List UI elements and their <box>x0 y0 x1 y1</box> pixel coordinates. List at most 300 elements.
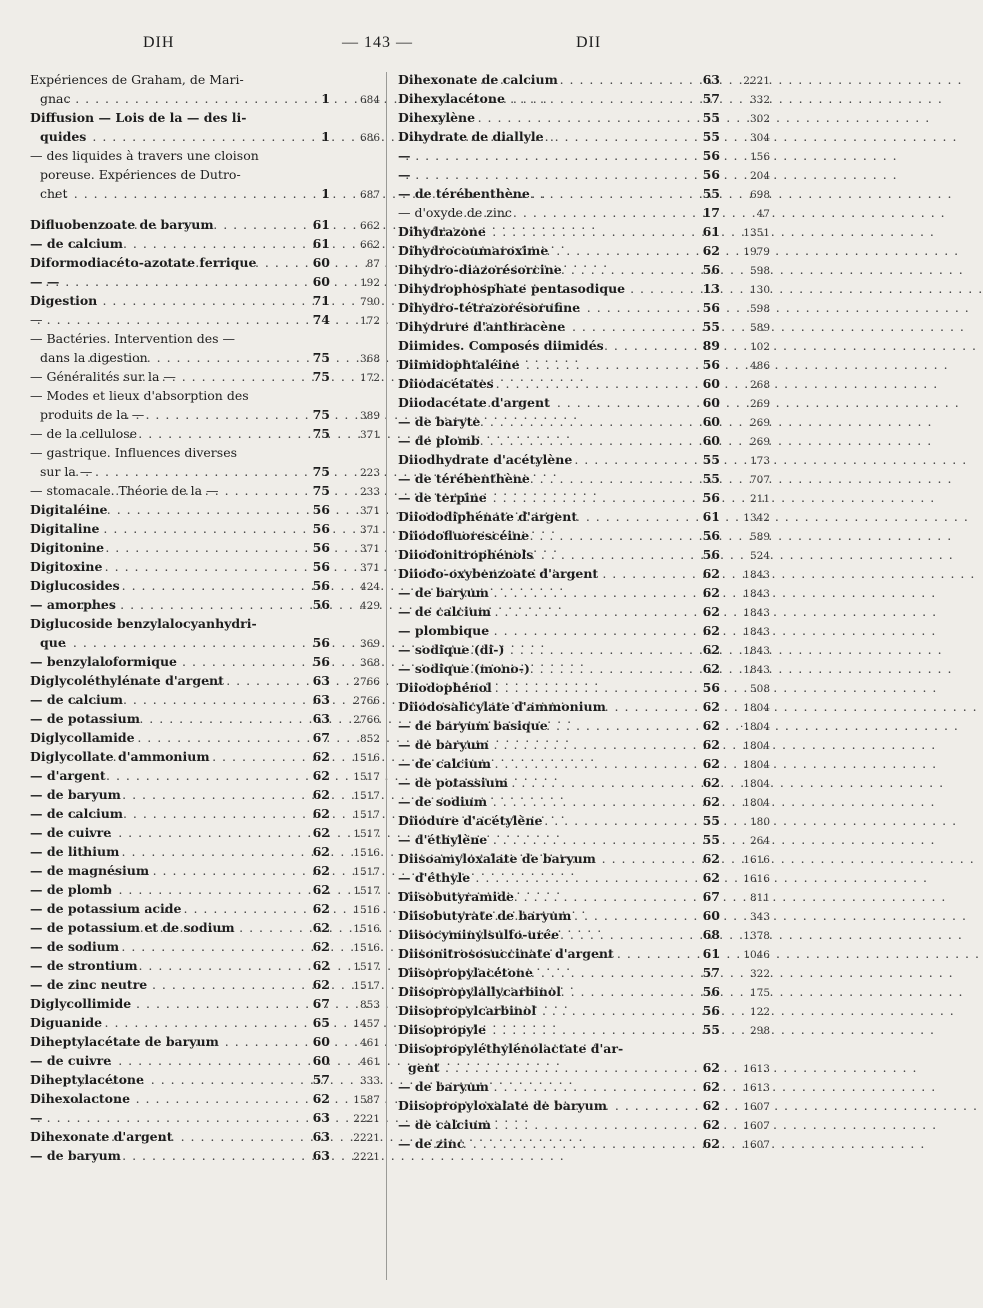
index-entry <box>398 469 770 488</box>
index-entry <box>398 906 770 925</box>
entry-line <box>30 766 380 785</box>
entry-line <box>398 697 770 716</box>
entry-line <box>398 754 770 773</box>
entry-text: Diiodacétates <box>398 376 494 391</box>
entry-text: — de baryte <box>398 414 481 429</box>
entry-text: — de potassium et de sodium <box>30 920 235 935</box>
entry-line <box>30 367 380 386</box>
dot-leader <box>79 424 302 443</box>
entry-text: Dihexonate de calcium <box>398 72 558 87</box>
dot-leader <box>467 393 692 412</box>
dot-leader <box>456 355 692 374</box>
dot-leader <box>444 1077 692 1096</box>
entry-line <box>398 146 770 165</box>
entry-text: Diiodhydrate d'acétylène <box>398 452 573 467</box>
entry-line <box>398 583 770 602</box>
page-ref: 175 <box>749 987 770 999</box>
spacer <box>30 203 380 215</box>
entry-line <box>398 678 770 697</box>
entry-text: Dihydrophosphate pentasodique <box>398 281 626 296</box>
page-ref: 1804 <box>743 740 770 752</box>
dot-leader <box>485 697 692 716</box>
dot-leader <box>37 310 302 329</box>
page-ref: 1516 <box>353 923 380 935</box>
volume-number: 75 <box>312 369 330 384</box>
page-ref: 389 <box>359 410 380 422</box>
index-entry <box>30 747 380 766</box>
volume-number: 74 <box>312 312 330 327</box>
entry-line <box>30 842 380 861</box>
page-ref: 589 <box>749 531 770 543</box>
dot-leader <box>477 298 692 317</box>
entry-line <box>30 956 380 975</box>
page-ref: 662 <box>359 220 380 232</box>
dot-leader <box>443 830 692 849</box>
volume-number: 56 <box>312 654 330 669</box>
entry-text: — <box>398 167 411 182</box>
entry-text: Diglycoléthylénate d'argent <box>30 673 224 688</box>
volume-number: 63 <box>312 1110 330 1125</box>
page-ref: 122 <box>749 1006 770 1018</box>
dot-leader <box>486 1096 692 1115</box>
page-ref: 2766 <box>353 676 380 688</box>
dot-leader <box>92 367 302 386</box>
page-ref: 589 <box>749 322 770 334</box>
volume-number: 62 <box>702 775 720 790</box>
entry-text: Diglycollamide <box>30 730 135 745</box>
dot-leader <box>73 804 302 823</box>
entry-text: que <box>40 635 66 650</box>
volume-number: 60 <box>702 376 720 391</box>
volume-number: 62 <box>312 749 330 764</box>
dot-leader <box>445 754 692 773</box>
entry-line <box>398 507 770 526</box>
page-ref: 1517 <box>353 828 380 840</box>
volume-number: 56 <box>702 300 720 315</box>
dot-leader <box>72 576 302 595</box>
page-ref: 269 <box>749 417 770 429</box>
entry-text: — de sodium <box>30 939 120 954</box>
dot-leader <box>460 184 692 203</box>
index-entry <box>398 298 770 317</box>
entry-line <box>398 108 770 127</box>
entry-line <box>398 70 770 89</box>
index-entry <box>398 545 770 564</box>
entry-text: Dihydrocoumaroxime <box>398 243 549 258</box>
page-ref: 1517 <box>353 809 380 821</box>
entry-text: Diiododiphénate d'argent <box>398 509 578 524</box>
page-ref: 598 <box>749 303 770 315</box>
page-ref: 1607 <box>743 1101 770 1113</box>
dot-leader <box>94 899 302 918</box>
entry-text: gent <box>408 1060 440 1075</box>
volume-number: 17 <box>702 205 720 220</box>
page-ref: 1351 <box>743 227 770 239</box>
entry-text: — des liquides à travers une cloison <box>30 148 259 163</box>
index-entry <box>30 652 380 671</box>
index-entry <box>398 621 770 640</box>
index-entry <box>30 1032 380 1051</box>
index-entry <box>398 659 770 678</box>
dot-leader <box>440 431 692 450</box>
dot-leader <box>83 861 302 880</box>
dot-leader <box>425 1058 692 1077</box>
index-entry <box>30 215 380 234</box>
index-entry <box>398 716 770 735</box>
page-ref: 192 <box>359 277 380 289</box>
index-entry <box>398 184 770 203</box>
volume-number: 55 <box>702 110 720 125</box>
dot-leader <box>467 241 692 260</box>
page-ref: 461 <box>359 1056 380 1068</box>
page-ref: 2766 <box>353 695 380 707</box>
volume-number: 61 <box>702 224 720 239</box>
entry-text: — de lithium <box>30 844 120 859</box>
page-ref: 130 <box>749 284 770 296</box>
entry-line <box>398 222 770 241</box>
entry-line <box>398 412 770 431</box>
entry-text: quides <box>40 129 87 144</box>
page-ref: 211 <box>749 493 770 505</box>
dot-leader <box>37 1108 302 1127</box>
index-entry <box>30 823 380 842</box>
index-entry <box>30 804 380 823</box>
index-entry <box>30 291 380 310</box>
volume-number: 56 <box>702 984 720 999</box>
entry-text: — gastrique. Influences diverses <box>30 445 238 460</box>
page-ref: 371 <box>359 429 380 441</box>
index-entry <box>30 918 380 937</box>
entry-text: Digitaléine <box>30 502 108 517</box>
entry-line <box>398 488 770 507</box>
entry-text: — <box>30 312 43 327</box>
entry-text: — de baryum basique <box>398 718 548 733</box>
dot-leader <box>471 982 692 1001</box>
volume-number: 55 <box>702 813 720 828</box>
entry-text: — de cuivre <box>30 1053 112 1068</box>
dot-leader <box>465 811 692 830</box>
volume-number: 57 <box>702 91 720 106</box>
index-entry <box>30 234 380 253</box>
entry-line <box>30 108 380 127</box>
volume-number: 1 <box>321 186 330 201</box>
entry-text: Diisocyminylsulfo-urée <box>398 927 560 942</box>
entry-text: Diisobutyrate de baryum <box>398 908 572 923</box>
entry-text: — de potassium acide <box>30 901 182 916</box>
entry-line <box>398 868 770 887</box>
entry-line <box>398 773 770 792</box>
dot-leader <box>445 678 692 697</box>
volume-number: 60 <box>702 433 720 448</box>
index-entry <box>30 367 380 386</box>
entry-text: Diglucoside benzylalocyanhydri- <box>30 616 257 631</box>
volume-number: 60 <box>702 395 720 410</box>
entry-line <box>30 310 380 329</box>
entry-text: — de baryum <box>30 787 121 802</box>
dot-leader <box>107 671 302 690</box>
entry-line <box>30 146 380 165</box>
entry-text: — <box>398 148 411 163</box>
index-entry <box>30 146 380 203</box>
index-entry <box>398 222 770 241</box>
entry-line <box>30 1089 380 1108</box>
entry-line <box>30 728 380 747</box>
dot-leader <box>69 880 302 899</box>
entry-text: — d'oxyde de zinc <box>398 205 512 220</box>
index-entry <box>30 956 380 975</box>
volume-number: 62 <box>312 901 330 916</box>
volume-number: 60 <box>312 274 330 289</box>
entry-text: Dihydro-tétrazorésorufine <box>398 300 581 315</box>
volume-number: 75 <box>312 464 330 479</box>
index-entry <box>30 1127 380 1146</box>
entry-line <box>30 291 380 310</box>
entry-line <box>398 355 770 374</box>
volume-number: 56 <box>312 635 330 650</box>
index-entry <box>398 374 770 393</box>
entry-text: — de zinc neutre <box>30 977 148 992</box>
entry-line <box>398 811 770 830</box>
volume-number: 75 <box>312 407 330 422</box>
entry-line <box>30 215 380 234</box>
volume-number: 62 <box>312 787 330 802</box>
entry-text: Diiodophénol <box>398 680 492 695</box>
page-ref: 1457 <box>353 1018 380 1030</box>
entry-text: Diisopropylcarbinol <box>398 1003 537 1018</box>
entry-line <box>30 519 380 538</box>
dot-leader <box>482 849 692 868</box>
entry-text: Expériences de Graham, de Mari- <box>30 72 244 87</box>
entry-text: — de térébenthène <box>398 186 530 201</box>
page-ref: 852 <box>359 733 380 745</box>
volume-number: 1 <box>321 91 330 106</box>
page-ref: 1843 <box>743 664 770 676</box>
page-ref: 1517 <box>353 980 380 992</box>
dot-leader <box>45 272 302 291</box>
entry-line <box>30 329 380 348</box>
entry-line <box>398 1134 770 1153</box>
index-entry <box>398 602 770 621</box>
dot-leader <box>444 621 692 640</box>
dot-leader <box>454 887 692 906</box>
entry-text: Diguanide <box>30 1015 103 1030</box>
volume-number: 62 <box>312 863 330 878</box>
entry-text: Diffusion — Lois de la — des li- <box>30 110 247 125</box>
entry-line <box>30 443 380 462</box>
volume-number: 62 <box>702 870 720 885</box>
index-entry <box>30 1089 380 1108</box>
dot-leader <box>443 488 692 507</box>
index-entry <box>398 830 770 849</box>
volume-number: 63 <box>702 72 720 87</box>
page-ref: 368 <box>359 657 380 669</box>
entry-text: — Bactéries. Intervention des — <box>30 331 236 346</box>
entry-text: Dihexonate d'argent <box>30 1129 173 1144</box>
volume-number: 75 <box>312 483 330 498</box>
index-entry <box>398 754 770 773</box>
volume-number: 61 <box>312 217 330 232</box>
page-ref: 180 <box>749 816 770 828</box>
page-ref: 2221 <box>353 1151 380 1163</box>
entry-line <box>30 500 380 519</box>
volume-number: 60 <box>312 1053 330 1068</box>
page-ref: 707 <box>749 474 770 486</box>
index-entry <box>30 709 380 728</box>
page-ref: 1517 <box>353 771 380 783</box>
entry-line <box>30 481 380 500</box>
entry-line <box>30 1032 380 1051</box>
dot-leader <box>444 583 692 602</box>
dot-leader <box>66 538 302 557</box>
dot-leader <box>488 944 692 963</box>
index-entry <box>30 1013 380 1032</box>
volume-number: 56 <box>312 502 330 517</box>
page-ref: 811 <box>749 892 770 904</box>
entry-text: Dihexolactone <box>30 1091 131 1106</box>
entry-line <box>30 671 380 690</box>
volume-number: 71 <box>312 293 330 308</box>
page-ref: 1616 <box>743 873 770 885</box>
volume-number: 62 <box>702 756 720 771</box>
entry-text: — de potassium <box>398 775 508 790</box>
index-entry <box>30 329 380 367</box>
dot-leader <box>475 906 692 925</box>
entry-line <box>30 253 380 272</box>
index-entry <box>398 963 770 982</box>
page-ref: 322 <box>749 968 770 980</box>
entry-text: — d'argent <box>30 768 106 783</box>
dot-leader <box>70 595 302 614</box>
entry-line <box>398 431 770 450</box>
entry-line <box>30 405 380 424</box>
index-entry <box>398 317 770 336</box>
dot-leader <box>86 405 302 424</box>
dot-leader <box>68 823 302 842</box>
index-entry <box>30 728 380 747</box>
entry-line <box>398 545 770 564</box>
entry-text: — benzylaloformique <box>30 654 177 669</box>
volume-number: 56 <box>702 528 720 543</box>
entry-line <box>398 1001 770 1020</box>
entry-line <box>30 70 380 89</box>
entry-line <box>398 298 770 317</box>
entry-line <box>30 462 380 481</box>
entry-line <box>398 640 770 659</box>
volume-number: 60 <box>312 1034 330 1049</box>
entry-text: — de plomb <box>30 882 112 897</box>
entry-text: — de magnésium <box>30 863 150 878</box>
dot-leader <box>465 127 692 146</box>
entry-line <box>30 918 380 937</box>
volume-number: 62 <box>702 566 720 581</box>
page-ref: 429 <box>359 600 380 612</box>
entry-line <box>398 963 770 982</box>
volume-number: 62 <box>702 623 720 638</box>
index-entry <box>30 108 380 146</box>
index-entry <box>398 260 770 279</box>
index-column-right <box>398 70 770 1153</box>
volume-number: 62 <box>702 1098 720 1113</box>
volume-number: 62 <box>312 920 330 935</box>
page-ref: 302 <box>749 113 770 125</box>
entry-line <box>30 386 380 405</box>
entry-line <box>398 241 770 260</box>
dot-leader <box>116 253 302 272</box>
index-entry <box>30 481 380 500</box>
entry-line <box>30 272 380 291</box>
entry-text: — de cuivre <box>30 825 112 840</box>
dot-leader <box>461 963 692 982</box>
entry-text: — de zinc <box>398 1136 465 1151</box>
entry-text: Digestion <box>30 293 98 308</box>
page-ref: 684 <box>359 94 380 106</box>
index-entry <box>398 488 770 507</box>
page-ref: 1517 <box>353 866 380 878</box>
page-ref: 1516 <box>353 942 380 954</box>
dot-leader <box>471 260 692 279</box>
volume-number: 62 <box>312 882 330 897</box>
entry-line <box>30 538 380 557</box>
entry-line <box>398 1096 770 1115</box>
entry-line <box>398 849 770 868</box>
entry-text: Diiodure d'acétylène <box>398 813 543 828</box>
index-entry <box>398 944 770 963</box>
page-ref: 524 <box>749 550 770 562</box>
volume-number: 63 <box>312 1148 330 1163</box>
page-ref: 1616 <box>743 854 770 866</box>
index-entry <box>398 127 770 146</box>
page-ref: 1516 <box>353 847 380 859</box>
entry-text: Diheptylacétate de baryum <box>30 1034 219 1049</box>
page-ref: 1613 <box>743 1063 770 1075</box>
dot-leader <box>91 1127 302 1146</box>
page-ref: 1378 <box>743 930 770 942</box>
volume-number: 56 <box>702 357 720 372</box>
page-ref: 233 <box>359 486 380 498</box>
entry-text: — de baryum <box>398 737 489 752</box>
entry-line <box>30 690 380 709</box>
page-ref: 1843 <box>743 588 770 600</box>
page-ref: ·1804 <box>739 721 770 733</box>
dot-leader <box>76 1089 302 1108</box>
page-ref: 1979 <box>743 246 770 258</box>
entry-line <box>30 1127 380 1146</box>
volume-number: 56 <box>702 490 720 505</box>
index-entry <box>30 576 380 595</box>
page-ref: 269 <box>749 398 770 410</box>
page-ref: 686 <box>359 132 380 144</box>
dot-leader <box>433 1134 692 1153</box>
volume-number: 63 <box>312 711 330 726</box>
entry-line <box>30 785 380 804</box>
volume-number: 56 <box>702 148 720 163</box>
index-entry <box>398 849 770 868</box>
dot-leader <box>405 146 692 165</box>
index-entry <box>30 557 380 576</box>
dot-leader <box>72 842 302 861</box>
volume-number: 55 <box>702 186 720 201</box>
entry-text: Dihydrate de diallyle <box>398 129 544 144</box>
entry-text: — sodique (di-) <box>398 642 505 657</box>
volume-number: 56 <box>312 559 330 574</box>
entry-line <box>30 424 380 443</box>
volume-number: 61 <box>702 509 720 524</box>
entry-line <box>30 937 380 956</box>
volume-number: 56 <box>312 540 330 555</box>
index-entry <box>30 443 380 481</box>
index-entry <box>398 70 770 89</box>
volume-number: 62 <box>702 1117 720 1132</box>
